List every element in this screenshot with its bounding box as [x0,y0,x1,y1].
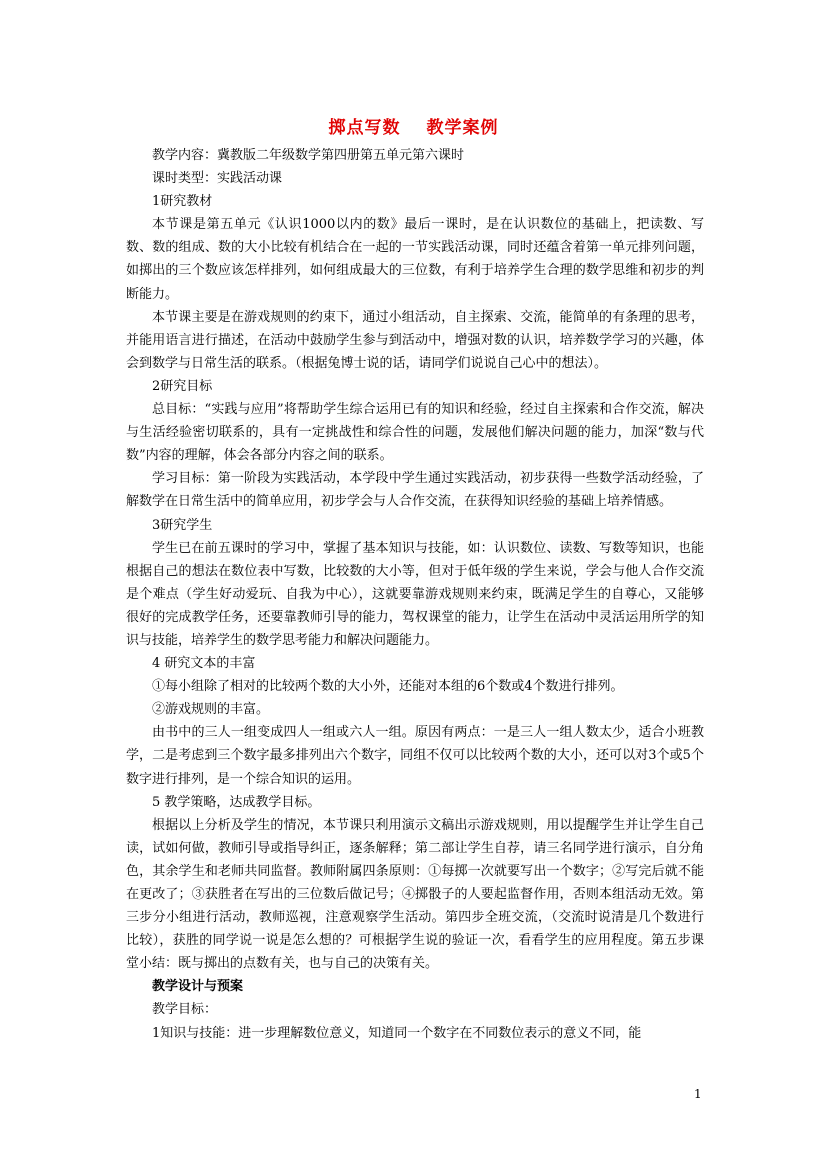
section-heading: 3研究学生 [152,517,213,533]
paragraph: 本节课主要是在游戏规则的约束下，通过小组活动，自主探索、交流，能简单的有条理的思考，并能用语言进行描述，在活动中鼓励学生参与到活动中，增强对数的认识，培养数学学习的兴趣，体会到数学与日常生活的联系。（根据兔博士说的话，请同学们说说自己心中的想法）。 [126,309,704,371]
paragraph: 教学内容：冀教版二年级数学第四册第五单元第六课时 [152,148,465,163]
bold-heading: 教学设计与预案 [152,979,244,995]
paragraph: 学生已在前五课时的学习中，掌握了基本知识与技能，如：认识数位、读数、写数等知识，也能根据自己的想法在数位表中写数，比较数的大小等，但对于低年级的学生来说，学会与他人合作交流是个难点（学生好动爱玩、自我为中心），这就要靠游戏规则来约束，既满足学生的自尊心，又能够很好的完成教学任务，还要靠教师引导的能力，驾权课堂的能力，让学生在活动中灵活运用所学的知识与技能，培养学生的数学思考能力和解决问题能力。 [126,540,704,648]
paragraph: ②游戏规则的丰富。 [152,702,270,718]
paragraph: 本节课是第五单元《认识1000以内的数》最后一课时，是在认识数位的基础上，把读数、写数、数的组成、数的大小比较有机结合在一起的一节实践活动课，同时还蕴含着第一单元排列问题，如掷出的三个数应该怎样排列，如何组成最大的三位数，有利于培养学生合理的数学思维和初步的判断能力。 [126,217,704,302]
document-body [126,144,704,1045]
title-part-2: 教学案例 [426,118,499,138]
paragraph: 课时类型：实践活动课 [152,171,283,187]
paragraph: 由书中的三人一组变成四人一组或六人一组。原因有两点：一是三人一组人数太少，适合小班教学，二是考虑到三个数字最多排列出六个数字，同组不仅可以比较两个数的大小，还可以对3个或5个数字进行排列，是一个综合知识的运用。 [126,725,704,787]
section-heading: 1研究教材 [152,194,213,210]
paragraph: 教学目标： [152,1002,218,1018]
paragraph: 总目标：“实践与应用”将帮助学生综合运用已有的知识和经验，经过自主探索和合作交流，解决与生活经验密切联系的，具有一定挑战性和综合性的问题，发展他们解决问题的能力，加深“数与代数”内容的理解，体会各部分内容之间的联系。 [126,402,704,464]
section-heading: 5 教学策略，达成教学目标。 [152,794,321,810]
title-part-1: 掷点写数 [328,118,401,138]
document-title [0,113,827,138]
paragraph: 1知识与技能：进一步理解数位意义，知道同一个数字在不同数位表示的意义不同，能 [152,1025,642,1041]
paragraph: ①每小组除了相对的比较两个数的大小外，还能对本组的6个数或4个数进行排列。 [152,679,624,695]
section-heading: 4 研究文本的丰富 [152,656,256,672]
page-number: 1 [694,1087,702,1101]
section-heading: 2研究目标 [152,378,213,394]
paragraph: 根据以上分析及学生的情况，本节课只利用演示文稿出示游戏规则，用以提醒学生并让学生自己读，试如何做，教师引导或指导纠正，逐条解释；第二部让学生自荐，请三名同学进行演示，自分角色，其余学生和老师共同监督。教师附属四条原则：①每掷一次就要写出一个数字；②写完后就不能在更改了；③获胜者在写出的三位数后做记号；④掷骰子的人要起监督作用，否则本组活动无效。第三步分小组进行活动，教师巡视，注意观察学生活动。第四步全班交流，（交流时说清是几个数进行比较），获胜的同学说一说是怎么想的？可根据学生说的验证一次，看看学生的应用程度。第五步课堂小结：既与掷出的点数有关，也与自己的决策有关。 [126,817,704,972]
paragraph: 学习目标：第一阶段为实践活动，本学段中学生通过实践活动，初步获得一些数学活动经验，了解数学在日常生活中的简单应用，初步学会与人合作交流，在获得知识经验的基础上培养情感。 [126,471,704,510]
